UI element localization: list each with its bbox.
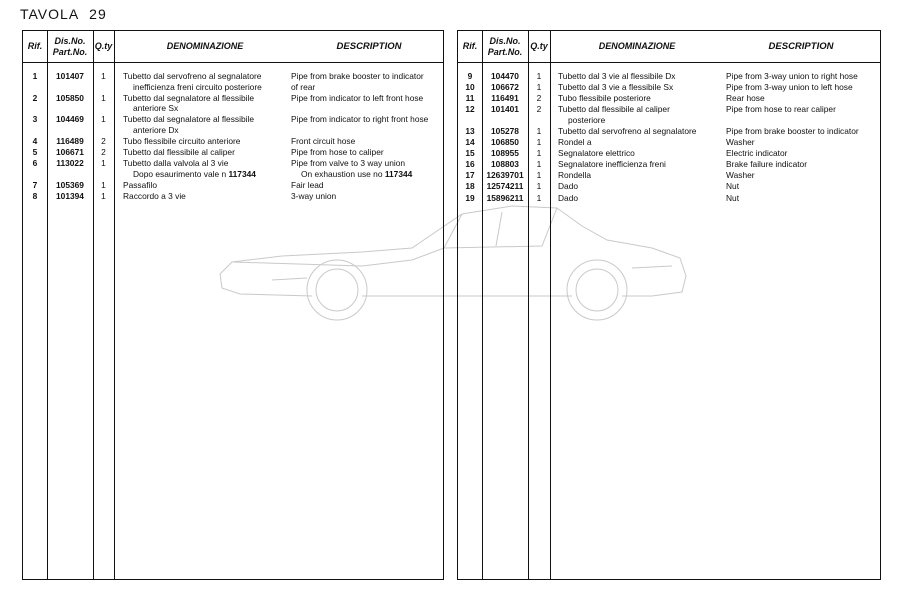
description-text xyxy=(726,159,807,170)
part-number: 104469 xyxy=(56,114,84,125)
page-number: 29 xyxy=(89,6,107,22)
description-text xyxy=(726,71,858,82)
part-number: 116491 xyxy=(491,93,519,104)
description-text xyxy=(726,93,765,104)
quantity: 1 xyxy=(101,158,106,168)
table-header xyxy=(23,31,443,63)
quantity: 1 xyxy=(101,92,106,103)
denominazione-text xyxy=(558,159,666,170)
description-line: Fair lead xyxy=(291,179,324,190)
ref-number: 2 xyxy=(32,92,38,103)
part-number: 106671 xyxy=(56,146,84,157)
description-line: Pipe from hose to rear caliper xyxy=(726,104,836,115)
description-column-header: DESCRIPTION xyxy=(768,41,834,52)
note-text: Dopo esaurimento vale n xyxy=(133,168,229,179)
denominazione-line: Dado xyxy=(558,192,579,203)
quantity: 1 xyxy=(536,148,542,159)
column-divider xyxy=(114,31,115,579)
denominazione-text xyxy=(558,170,591,181)
part-number: 108955 xyxy=(491,148,519,159)
ref-number: 15 xyxy=(465,148,475,159)
quantity: 2 xyxy=(101,146,106,157)
quantity: 2 xyxy=(536,93,542,104)
description-column-header: DESCRIPTION xyxy=(336,41,402,52)
page-title xyxy=(20,6,107,22)
qty-column-header: Q.ty xyxy=(530,41,548,51)
denominazione-line: Dado xyxy=(558,181,579,192)
quantity: 1 xyxy=(536,181,542,192)
denominazione-line: Tubetto dal servofreno al segnalatore xyxy=(558,125,697,136)
denominazione-text xyxy=(558,137,592,148)
part-number: 105850 xyxy=(56,92,84,103)
part-header-line2: Part.No. xyxy=(487,46,523,57)
description-line: Pipe from indicator to right front hose xyxy=(291,114,429,125)
part-number: 15896211 xyxy=(486,192,524,203)
ref-number: 3 xyxy=(32,114,38,125)
denominazione-line: Tubetto dal 3 vie a flessibile Sx xyxy=(558,82,674,93)
denominazione-line: Segnalatore inefficienza freni xyxy=(558,159,666,170)
description-line: Brake failure indicator xyxy=(726,159,807,170)
description-text xyxy=(291,93,423,104)
denominazione-line: Tubo flessibile posteriore xyxy=(558,93,651,104)
part-number: 105278 xyxy=(491,125,519,136)
description-line: Pipe from hose to caliper xyxy=(291,146,384,157)
quantity: 1 xyxy=(536,192,542,203)
ref-number: 4 xyxy=(32,135,38,146)
denominazione-text xyxy=(558,104,670,125)
description-line: Pipe from 3-way union to right hose xyxy=(726,71,858,81)
ref-number: 8 xyxy=(32,190,38,201)
denominazione-text xyxy=(558,93,651,104)
denominazione-text xyxy=(123,71,262,92)
denominazione-text xyxy=(123,147,235,158)
ref-number: 12 xyxy=(465,104,475,115)
description-line: Nut xyxy=(726,192,740,203)
description-text xyxy=(291,180,324,191)
denominazione-text xyxy=(123,158,256,179)
qty-column-header: Q.ty xyxy=(94,41,113,51)
denominazione-text xyxy=(558,82,673,93)
denominazione-line: Raccordo a 3 vie xyxy=(123,190,186,201)
denominazione-text xyxy=(558,193,578,204)
denominazione-line: Tubetto dal segnalatore al flessibile xyxy=(123,114,254,125)
description-line: Electric indicator xyxy=(726,148,788,159)
page-title-label: TAVOLA xyxy=(20,6,80,22)
description-line: 3-way union xyxy=(291,190,337,201)
ref-number: 17 xyxy=(465,170,475,181)
description-text xyxy=(291,147,384,158)
denominazione-line: anteriore Dx xyxy=(133,124,179,135)
part-number: 101401 xyxy=(491,104,519,115)
denominazione-line: inefficienza freni circuito posteriore xyxy=(133,81,262,92)
ref-number: 10 xyxy=(465,82,475,93)
part-number: 108803 xyxy=(491,159,519,170)
description-line: Nut xyxy=(726,181,740,192)
part-number: 106672 xyxy=(491,82,519,93)
denominazione-text xyxy=(558,71,675,82)
quantity: 1 xyxy=(101,179,106,190)
denominazione-line: Tubetto dal flessibile al caliper xyxy=(558,104,670,115)
ref-number: 19 xyxy=(465,192,475,203)
quantity: 1 xyxy=(536,82,542,93)
description-line: Washer xyxy=(726,170,755,181)
part-number: 116489 xyxy=(56,135,84,146)
part-number: 105369 xyxy=(56,179,84,190)
note-part-ref: 117344 xyxy=(228,168,256,179)
denominazione-text xyxy=(123,191,186,202)
denominazione-text xyxy=(123,180,157,191)
description-line: Pipe from indicator to left front hose xyxy=(291,92,424,103)
description-text xyxy=(726,104,836,115)
ref-number: 13 xyxy=(465,125,475,136)
denominazione-line: Tubetto dal 3 vie al flessibile Dx xyxy=(558,71,676,81)
denominazione-line: Tubetto dal segnalatore al flessibile xyxy=(123,92,254,103)
denominazione-line: Rondella xyxy=(558,170,592,181)
description-text xyxy=(291,191,336,202)
ref-number: 5 xyxy=(32,146,38,157)
denominazione-line: Rondel a xyxy=(558,137,592,147)
denominazione-line: Tubo flessibile circuito anteriore xyxy=(123,135,241,146)
denominazione-line: Segnalatore elettrico xyxy=(558,148,635,159)
quantity: 1 xyxy=(536,125,542,136)
description-text xyxy=(726,193,739,204)
quantity: 2 xyxy=(536,104,542,115)
description-line: Pipe from brake booster to indicator xyxy=(291,71,424,81)
denominazione-text xyxy=(123,136,240,147)
denominazione-line: anteriore Sx xyxy=(133,103,179,114)
ref-number: 11 xyxy=(465,93,475,104)
denominazione-line: posteriore xyxy=(568,114,606,125)
quantity: 1 xyxy=(536,137,542,147)
denominazione-text xyxy=(558,126,696,137)
description-text xyxy=(291,71,424,92)
note-text: On exhaustion use no xyxy=(301,168,385,179)
parts-table-left xyxy=(22,30,444,580)
quantity: 1 xyxy=(536,159,542,170)
description-text xyxy=(726,170,755,181)
description-text xyxy=(291,158,412,179)
column-divider xyxy=(47,31,48,579)
part-header-line1: Dis.No. xyxy=(54,35,86,46)
denominazione-line: Passafilo xyxy=(123,179,157,190)
quantity: 1 xyxy=(536,170,542,181)
quantity: 1 xyxy=(101,114,106,125)
denominazione-text xyxy=(558,181,578,192)
column-divider xyxy=(550,31,551,579)
denominazione-line: Tubetto dal flessibile al caliper xyxy=(123,146,235,157)
denominazione-text xyxy=(123,93,254,114)
denominazione-text xyxy=(123,114,254,135)
quantity: 1 xyxy=(101,71,106,81)
rif-column-header: Rif. xyxy=(27,41,43,51)
quantity: 1 xyxy=(101,190,106,201)
description-line: Pipe from 3-way union to left hose xyxy=(726,82,853,93)
quantity: 1 xyxy=(536,71,542,81)
ref-number: 18 xyxy=(465,181,475,192)
part-number: 104470 xyxy=(491,71,519,81)
denominazione-line: Tubetto dalla valvola al 3 vie xyxy=(123,158,229,168)
description-text xyxy=(726,137,755,148)
part-number: 101394 xyxy=(56,190,84,201)
description-text xyxy=(726,181,739,192)
part-header-line1: Dis.No. xyxy=(489,35,521,46)
part-no-column-header xyxy=(482,31,528,62)
description-text xyxy=(726,82,853,93)
denominazione-text xyxy=(558,148,635,159)
ref-number: 1 xyxy=(32,71,38,81)
ref-number: 14 xyxy=(465,137,475,147)
description-line: Washer xyxy=(726,137,755,147)
description-text xyxy=(291,114,428,125)
part-number: 101407 xyxy=(56,71,84,81)
description-text xyxy=(726,126,859,137)
rif-column-header: Rif. xyxy=(462,41,478,51)
description-text xyxy=(291,136,355,147)
part-number: 106850 xyxy=(491,137,519,147)
parts-table-right xyxy=(457,30,881,580)
column-divider xyxy=(93,31,94,579)
part-number: 12574211 xyxy=(486,181,524,192)
ref-number: 9 xyxy=(467,71,473,81)
denominazione-column-header: DENOMINAZIONE xyxy=(598,41,676,51)
part-header-line2: Part.No. xyxy=(52,46,88,57)
ref-number: 16 xyxy=(465,159,475,170)
quantity: 2 xyxy=(101,135,106,146)
part-number: 113022 xyxy=(56,158,84,168)
description-text xyxy=(726,148,787,159)
denominazione-note xyxy=(123,169,256,180)
description-line: Rear hose xyxy=(726,93,765,104)
part-number: 12639701 xyxy=(486,170,524,181)
part-no-column-header xyxy=(47,31,93,62)
description-line: of rear xyxy=(291,81,316,92)
denominazione-line: Tubetto dal servofreno al segnalatore xyxy=(123,71,262,81)
description-line: Front circuit hose xyxy=(291,135,356,146)
description-note xyxy=(291,169,412,180)
description-line: Pipe from brake booster to indicator xyxy=(726,125,859,136)
ref-number: 6 xyxy=(32,158,38,168)
ref-number: 7 xyxy=(32,179,38,190)
note-part-ref: 117344 xyxy=(384,168,413,179)
description-line: Pipe from valve to 3 way union xyxy=(291,158,406,168)
table-header xyxy=(458,31,880,63)
denominazione-column-header: DENOMINAZIONE xyxy=(166,41,244,51)
